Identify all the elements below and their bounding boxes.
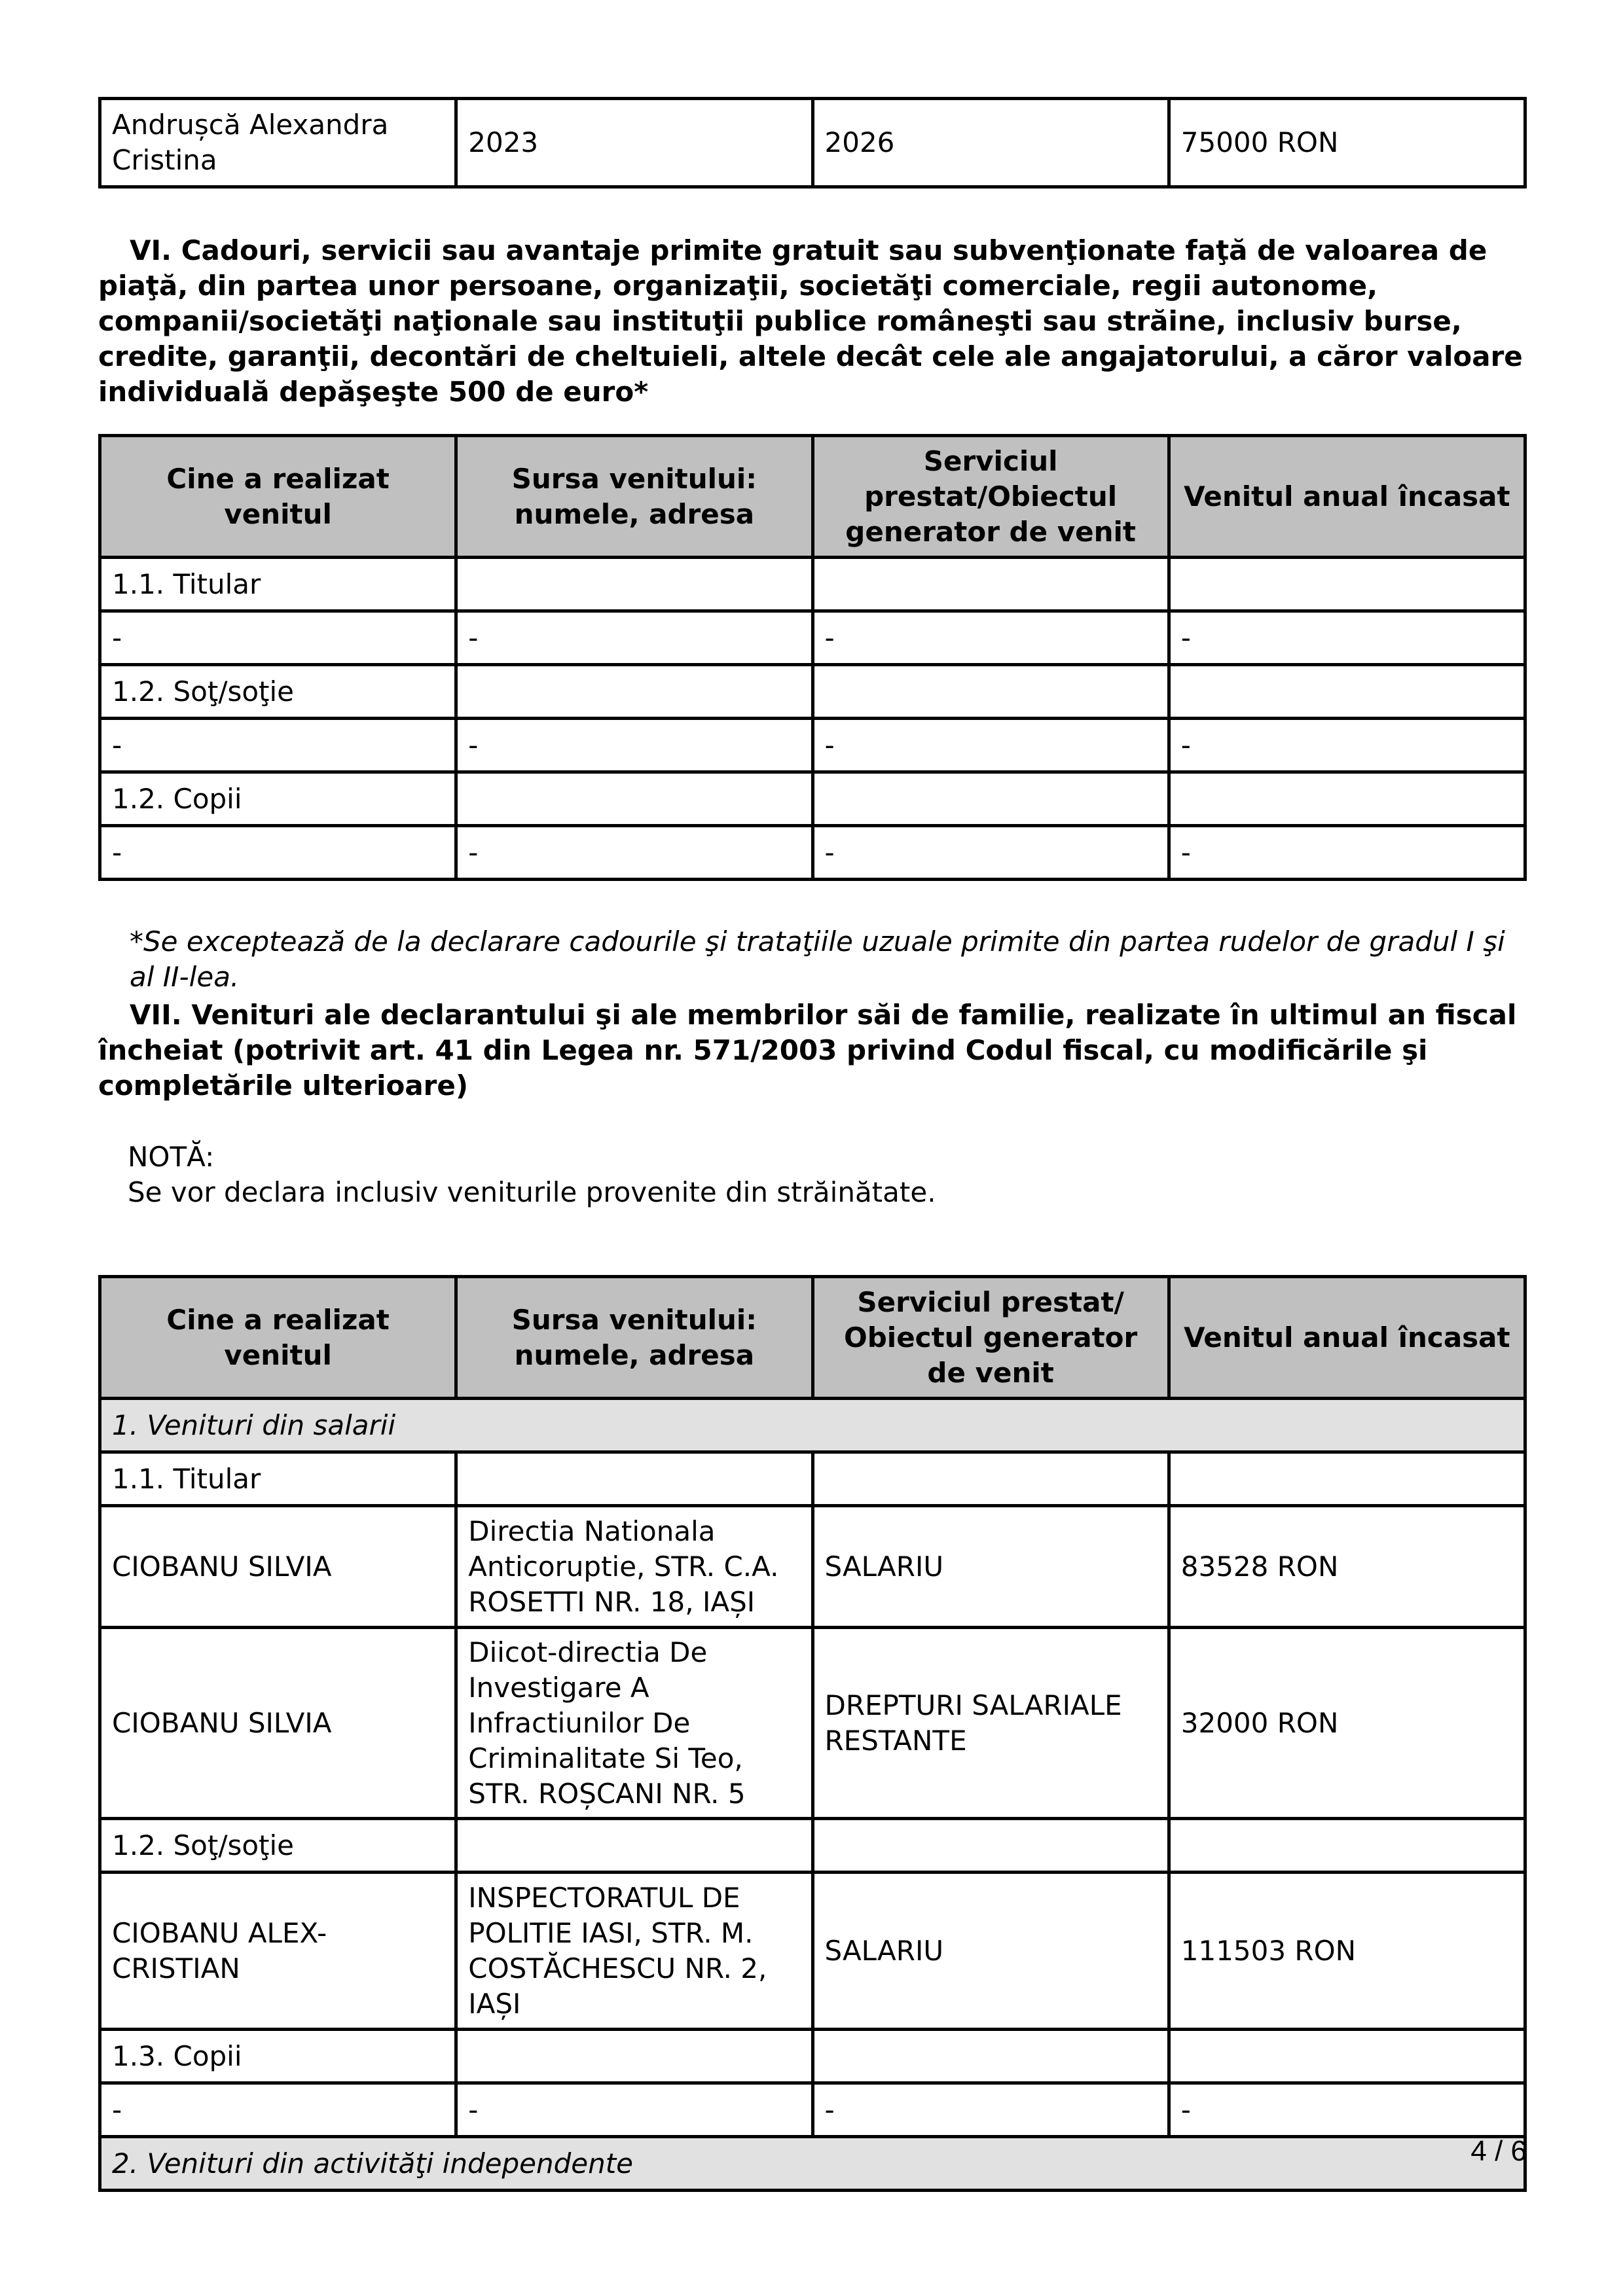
section-vii-heading: VII. Venituri ale declarantului şi ale membrilor săi de familie, realizate în ultimul an fiscal încheiat (potrivit art. 41 din Legea nr. 571/2003 privind Codul fiscal, cu modificările şi completările ulterioare) — [98, 999, 1517, 1102]
table-cell: - — [456, 719, 812, 772]
table-cell — [812, 2030, 1169, 2083]
table-cell — [1169, 558, 1525, 611]
table-cell: 1.1. Titular — [100, 1452, 456, 1506]
income-table — [98, 1275, 1527, 2192]
table-cell: CIOBANU ALEX-CRISTIAN — [100, 1873, 456, 2030]
table-cell: Diicot-directia De Investigare A Infractiunilor De Criminalitate Si Teo, STR. ROȘCANI NR. 5 — [456, 1628, 812, 1819]
table-cell — [1169, 2030, 1525, 2083]
table-cell — [1169, 665, 1525, 719]
table-row — [100, 772, 1525, 826]
gifts-table — [98, 434, 1527, 881]
table-cell — [1169, 1819, 1525, 1873]
table-cell — [456, 772, 812, 826]
nota-text: Se vor declara inclusiv veniturile provenite din străinătate. — [128, 1176, 936, 1208]
table-row — [100, 719, 1525, 772]
section-vi-heading: VI. Cadouri, servicii sau avantaje primite gratuit sau subvenţionate faţă de valoarea de piaţă, din partea unor persoane, organizaţii, societăţi comerciale, regii autonome, companii/societăţi naţionale sau instituţii publice româneşti sau străine, inclusiv burse, credite, garanţii, decontări de cheltuieli, altele decât cele ale angajatorului, a căror valoare individuală depăşeşte 500 de euro* — [98, 234, 1523, 408]
gifts-footnote: *Se exceptează de la declarare cadourile şi trataţiile uzuale primite din partea rudelor de gradul I şi al II-lea. — [130, 925, 1505, 993]
table-cell: - — [100, 826, 456, 880]
table-cell: 2023 — [456, 99, 812, 187]
table-cell — [812, 558, 1169, 611]
table-cell — [1169, 772, 1525, 826]
table-cell — [1169, 1452, 1525, 1506]
section-row-independente — [100, 2137, 1525, 2191]
table-row — [100, 99, 1525, 187]
table-row — [100, 1819, 1525, 1873]
table-cell: 75000 RON — [1169, 99, 1525, 187]
table-row — [100, 2030, 1525, 2083]
column-header: Sursa venitului: numele, adresa — [456, 436, 812, 558]
table-cell: 1.2. Soţ/soţie — [100, 665, 456, 719]
section-label: 2. Venituri din activităţi independente — [100, 2137, 1525, 2191]
table-row — [100, 2083, 1525, 2137]
table-cell — [456, 2030, 812, 2083]
table-cell — [812, 665, 1169, 719]
table-row — [100, 826, 1525, 880]
table-cell — [456, 1452, 812, 1506]
column-header: Serviciul prestat/ Obiectul generator de venit — [812, 1277, 1169, 1399]
table-cell: INSPECTORATUL DE POLITIE IASI, STR. M. COSTĂCHESCU NR. 2, IAȘI — [456, 1873, 812, 2030]
table-cell — [812, 1452, 1169, 1506]
table-cell: 83528 RON — [1169, 1506, 1525, 1628]
column-header: Sursa venitului: numele, adresa — [456, 1277, 812, 1399]
table-cell: - — [812, 719, 1169, 772]
table-cell: - — [1169, 611, 1525, 665]
table-row — [100, 1452, 1525, 1506]
table-cell — [456, 558, 812, 611]
table-row — [100, 1628, 1525, 1819]
table-cell: - — [1169, 2083, 1525, 2137]
column-header: Cine a realizat venitul — [100, 1277, 456, 1399]
table-cell: - — [100, 719, 456, 772]
section-row-salarii — [100, 1399, 1525, 1452]
table-cell: 1.3. Copii — [100, 2030, 456, 2083]
table-cell — [812, 772, 1169, 826]
table-cell: - — [1169, 719, 1525, 772]
table-cell: SALARIU — [812, 1873, 1169, 2030]
table-cell: SALARIU — [812, 1506, 1169, 1628]
table-cell: - — [812, 2083, 1169, 2137]
table-row — [100, 611, 1525, 665]
table-row — [100, 665, 1525, 719]
table-cell: CIOBANU SILVIA — [100, 1506, 456, 1628]
table-cell: 1.1. Titular — [100, 558, 456, 611]
column-header: Cine a realizat venitul — [100, 436, 456, 558]
table-cell — [456, 665, 812, 719]
table-cell: - — [812, 611, 1169, 665]
column-header: Serviciul prestat/Obiectul generator de venit — [812, 436, 1169, 558]
table-cell: - — [100, 611, 456, 665]
table-cell: - — [1169, 826, 1525, 880]
table-cell: Directia Nationala Anticoruptie, STR. C.A. ROSETTI NR. 18, IAȘI — [456, 1506, 812, 1628]
nota-label: NOTĂ: — [128, 1141, 215, 1173]
debts-table-continuation — [98, 97, 1527, 188]
table-row — [100, 1506, 1525, 1628]
table-cell: - — [456, 2083, 812, 2137]
column-header: Venitul anual încasat — [1169, 1277, 1525, 1399]
table-cell — [456, 1819, 812, 1873]
table-cell: 1.2. Soţ/soţie — [100, 1819, 456, 1873]
table-cell: - — [456, 611, 812, 665]
table-cell: 2026 — [812, 99, 1169, 187]
column-header: Venitul anual încasat — [1169, 436, 1525, 558]
table-cell: Andrușcă Alexandra Cristina — [100, 99, 456, 187]
table-cell: - — [100, 2083, 456, 2137]
table-header-row — [100, 436, 1525, 558]
table-cell: - — [456, 826, 812, 880]
table-row — [100, 558, 1525, 611]
table-cell: 111503 RON — [1169, 1873, 1525, 2030]
page-number: 4 / 6 — [1470, 2135, 1527, 2167]
table-cell: 1.2. Copii — [100, 772, 456, 826]
section-label: 1. Venituri din salarii — [100, 1399, 1525, 1452]
table-cell — [812, 1819, 1169, 1873]
table-cell: DREPTURI SALARIALE RESTANTE — [812, 1628, 1169, 1819]
table-cell: CIOBANU SILVIA — [100, 1628, 456, 1819]
table-cell: 32000 RON — [1169, 1628, 1525, 1819]
table-cell: - — [812, 826, 1169, 880]
table-row — [100, 1873, 1525, 2030]
table-header-row — [100, 1277, 1525, 1399]
